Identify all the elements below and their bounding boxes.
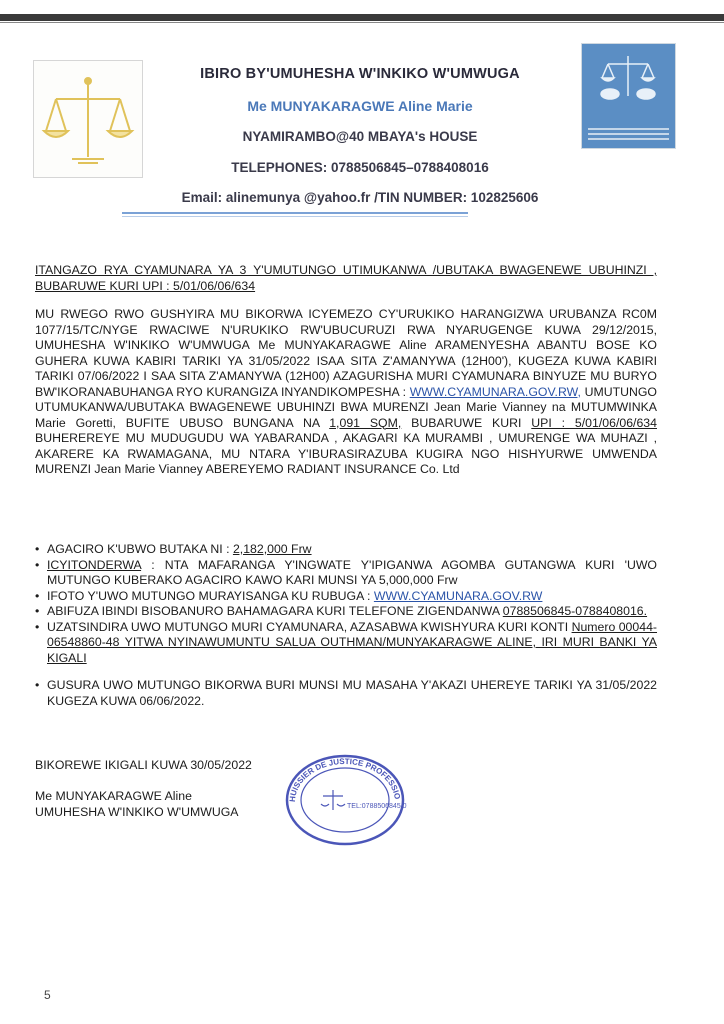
notice-title: ITANGAZO RYA CYAMUNARA YA 3 Y'UMUTUNGO UTIMUKANWA /UBUTAKA BWAGENEWE UBUHINZI , BUBARUWE KURI UPI : 5/01/06/06/634	[35, 263, 657, 293]
bullet-value	[35, 542, 657, 558]
land-area: 1,091 SQM,	[329, 415, 402, 430]
email-tin: Email: alinemunya @yahoo.fr /TIN NUMBER: 102825606	[181, 190, 539, 205]
place-date: BIKOREWE IKIGALI KUWA 30/05/2022	[35, 758, 252, 772]
value-label: AGACIRO K'UBWO BUTAKA NI :	[47, 542, 230, 556]
bullet-visit	[35, 678, 657, 709]
page-number: 5	[44, 988, 51, 1002]
visit-text: GUSURA UWO MUTUNGO BIKORWA BURI MUNSI MU MASAHA Y'AKAZI UHEREYE TARIKI YA 31/05/2022 KUGEZA KUWA 06/06/2022.	[47, 678, 657, 708]
paragraph-part-3: BUBARUWE KURI	[411, 415, 522, 430]
condition-text: : NTA MAFARANGA Y'INGWATE Y'IPIGANWA AGOMBA GUTANGWA KURI 'UWO MUTUNGO KUBERAKO AGACIRO KAWO KARI MUNSI YA 5,000,000 Frw	[47, 557, 657, 587]
telephones: TELEPHONES: 0788506845–0788408016	[231, 160, 489, 175]
photo-text: IFOTO Y'UWO MUTUNGO MURAYISANGA KU RUBUGA :	[47, 588, 371, 603]
official-stamp	[283, 752, 407, 848]
header-divider-thin	[122, 216, 468, 217]
stamp-text: HUISSIER DE JUSTICE PROFESSIO	[287, 756, 402, 803]
value-amount: 2,182,000 Frw	[232, 542, 312, 556]
bullet-icon: •	[35, 619, 40, 634]
page-top-border	[0, 14, 724, 21]
office-address: NYAMIRAMBO@40 MBAYA's HOUSE	[242, 129, 478, 144]
bullet-icon: •	[35, 604, 40, 618]
bullet-icon: •	[35, 557, 40, 572]
condition-label: ICYITONDERWA	[47, 557, 142, 572]
svg-text:HUISSIER DE JUSTICE PROFESSION	[283, 752, 402, 802]
scales-of-justice-logo	[33, 60, 143, 178]
office-title: IBIRO BY'UMUHESHA W'INKIKO W'UMWUGA	[200, 66, 520, 82]
photo-link[interactable]: WWW.CYAMUNARA.GOV.RW	[373, 588, 543, 603]
bullet-icon: •	[35, 678, 40, 692]
bank-account: Numero 00044-06548860-48 YITWA NYINAWUMUNTU SALUA OUTHMAN/MUNYAKARAGWE ALINE, IRI MURI BANKI YA KIGALI	[47, 619, 658, 665]
bullet-contact	[35, 604, 657, 620]
cyamunara-link[interactable]: WWW.CYAMUNARA.GOV.RW,	[409, 384, 581, 399]
bullet-condition	[35, 558, 657, 589]
paragraph-part-1: MU RWEGO RWO GUSHYIRA MU BIKORWA ICYEMEZO CY'URUKIKO HARANGIZWA URUBANZA RC0M 1077/15/TC/NYGE RWACIWE N'URUKIKO RW'UBUCURUZI RWA NYARUGENGE KUWA 29/12/2015, UMUHESHA W'INKIKO W'UMWUGA Me MUNYAKARAGWE Aline ARAMENYESHA ABANTU BOSE KO GUHERA KUWA KABIRI TARIKI YA 31/05/2022 ISAA SITA Z'AMANYWA (12H00'), KUGEZA KUWA KABIRI TARIKI 07/06/2022 I SAA SITA Z'AMANYWA (12H00) AZAGURISHA MURI CYAMUNARA BINYUZE MU BURYO BW'IKORANABUHANGA RYO KURANGIZA INYANDIKOMPESHA :	[35, 307, 657, 399]
bullet-icon: •	[35, 542, 40, 556]
upi-number: UPI : 5/01/06/06/634	[531, 415, 657, 430]
bullet-buyer	[35, 620, 657, 667]
paragraph-part-2: UMUTUNGO UTUMUKANWA/UBUTAKA BWAGENEWE UBUHINZI BWA MURENZI Jean Marie Vianney na MUTUMWINKA Marie Goretti, BUFITE UBUSO BUNGANA NA	[35, 384, 658, 430]
paragraph-part-4: BUHEREREYE MU MUDUGUDU WA YABARANDA , AKAGARI KA MURAMBI , UMURENGE WA MUHAZI , AKARERE KA RWAMAGANA, MU NTARA Y'IBURASIRAZUBA KUGIRA NGO HISHYURWE UMWENDA MURENZI Jean Marie Vianney ABEREYEMO RADIANT INSURANCE Co. Ltd	[35, 431, 657, 476]
bullet-photo	[35, 589, 657, 605]
contact-phones: 0788506845-0788408016.	[502, 604, 648, 618]
logo-caption-lines	[588, 125, 669, 140]
bullet-icon: •	[35, 588, 40, 603]
page-top-border-line	[0, 22, 724, 23]
bailiff-association-logo	[581, 43, 676, 149]
buyer-text: UZATSINDIRA UWO MUTUNGO MURI CYAMUNARA, AZASABWA KWISHYURA KURI KONTI	[47, 619, 569, 634]
notice-paragraph	[35, 307, 657, 478]
signatory-role: UMUHESHA W'INKIKO W'UMWUGA	[35, 805, 239, 819]
contact-text: ABIFUZA IBINDI BISOBANURO BAHAMAGARA KURI TELEFONE ZIGENDANWA	[47, 604, 500, 618]
signatory-name: Me MUNYAKARAGWE Aline	[35, 789, 192, 803]
bailiff-name: Me MUNYAKARAGWE Aline Marie	[247, 98, 473, 114]
header-divider	[122, 212, 468, 214]
notice-bullets	[35, 542, 657, 709]
stamp-tel: TEL:0788506845 0	[347, 803, 407, 810]
